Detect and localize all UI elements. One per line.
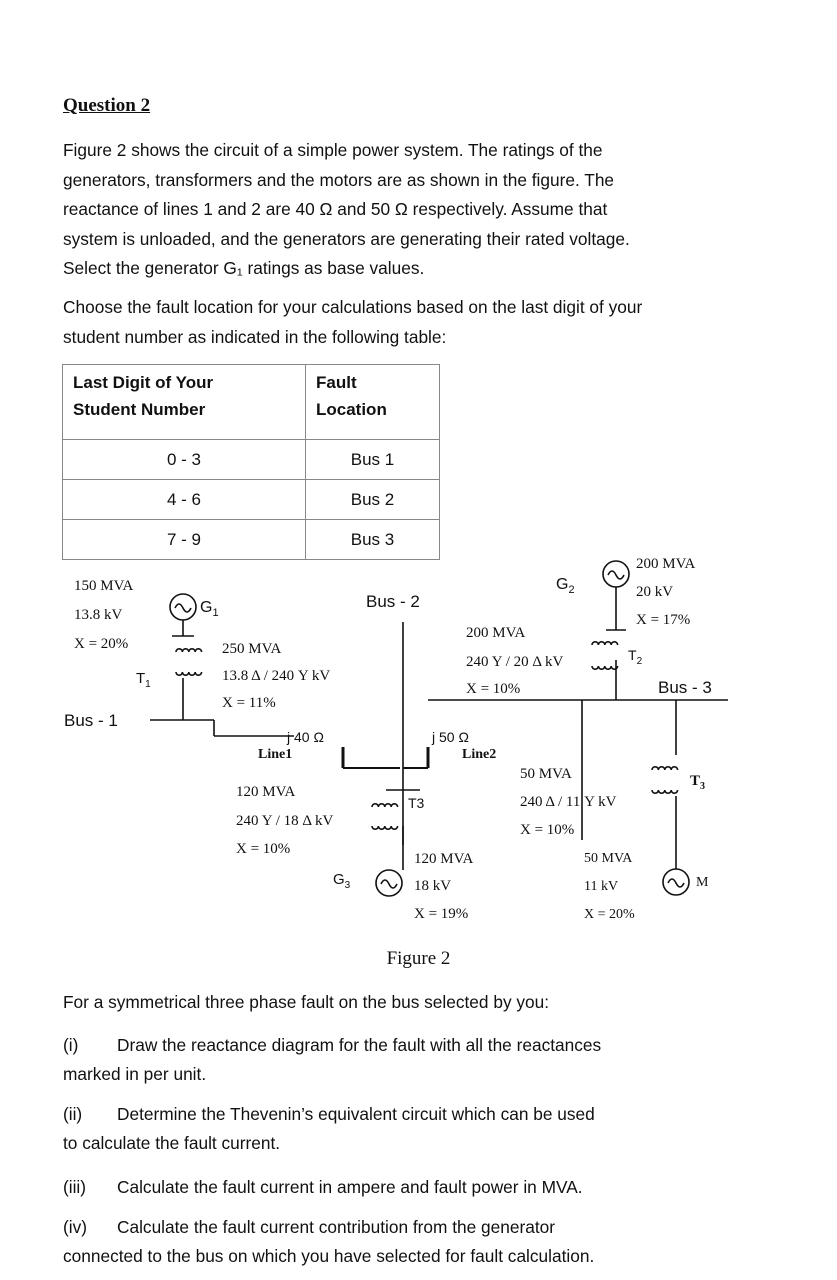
- table-header-row: [63, 365, 440, 440]
- t4-label: $T_3$: [690, 773, 706, 792]
- t4-primary-coil: [652, 767, 678, 770]
- question-number: (i): [63, 1035, 79, 1055]
- question-text: Calculate the fault current contribution from the generator: [117, 1217, 556, 1237]
- line1-name: Line1: [258, 747, 293, 762]
- choose-line: Choose the fault location for your calculations based on the last digit of your: [63, 297, 643, 317]
- fault-intro: For a symmetrical three phase fault on the bus selected by you:: [63, 992, 550, 1012]
- choose-paragraph: [63, 293, 783, 352]
- bus1-label: Bus - 1: [64, 711, 118, 730]
- g2-x: X = 17%: [636, 612, 691, 628]
- header-text: Fault: [316, 373, 357, 392]
- question-number: (ii): [63, 1104, 83, 1124]
- t3-kv: 240 Y / 18 Δ kV: [236, 813, 334, 829]
- bus2-label: Bus - 2: [366, 592, 420, 611]
- intro-line: Select the generator G₁ ratings as base values.: [63, 258, 425, 278]
- intro-line: generators, transformers and the motors are as shown in the figure. The: [63, 169, 615, 190]
- t1-x: X = 11%: [222, 695, 276, 711]
- question-item: [63, 1213, 803, 1271]
- t1-label: $T_1$: [136, 670, 151, 690]
- question-text: Draw the reactance diagram for the fault with all the reactances: [117, 1035, 602, 1055]
- t2-primary-coil: [592, 642, 618, 645]
- t1-secondary-coil: [176, 672, 202, 675]
- motor-mva: 50 MVA: [584, 851, 633, 866]
- g2-kv: 20 kV: [636, 584, 674, 600]
- intro-paragraph: [63, 136, 783, 284]
- location-cell: Bus 2: [306, 480, 440, 520]
- g2-label: $G_2$: [556, 576, 575, 596]
- t3-x: X = 10%: [236, 841, 291, 857]
- t1-kv: 13.8 Δ / 240 Y kV: [222, 668, 331, 684]
- header-text: Location: [316, 400, 387, 419]
- question-text: to calculate the fault current.: [63, 1133, 281, 1153]
- digits-cell: 0 - 3: [63, 440, 306, 480]
- sine-icon: [668, 879, 684, 887]
- question-text: Determine the Thevenin’s equivalent circuit which can be used: [117, 1104, 595, 1124]
- g1-kv: 13.8 kV: [74, 607, 123, 623]
- g3-kv: 18 kV: [414, 878, 452, 894]
- t2-x: X = 10%: [466, 681, 521, 697]
- intro-line: reactance of lines 1 and 2 are 40 Ω and 50 Ω respectively. Assume that: [63, 199, 608, 219]
- motor-x: X = 20%: [584, 907, 635, 922]
- t3-mva: 120 MVA: [236, 784, 296, 800]
- question-item: [63, 1173, 803, 1202]
- digits-cell: 7 - 9: [63, 520, 306, 560]
- question-text: Calculate the fault current in ampere and fault power in MVA.: [117, 1177, 583, 1197]
- power-system-diagram: [0, 545, 837, 945]
- question-item: [63, 1100, 803, 1158]
- t2-secondary-coil: [592, 666, 618, 669]
- g1-label: $G_1$: [200, 599, 219, 619]
- sine-icon: [175, 604, 191, 612]
- line2-impedance: j 50 Ω: [432, 729, 469, 745]
- t4-secondary-coil: [652, 790, 678, 793]
- header-fault-location: [306, 365, 440, 440]
- question-text: marked in per unit.: [63, 1064, 207, 1084]
- g3-mva: 120 MVA: [414, 851, 474, 867]
- header-text: Last Digit of Your: [73, 373, 214, 392]
- t3-label: T3: [408, 795, 425, 811]
- line1-impedance: j 40 Ω: [287, 729, 324, 745]
- t3-primary-coil: [372, 804, 398, 807]
- motor-kv: 11 kV: [584, 879, 619, 894]
- question-item: [63, 1031, 803, 1089]
- t1-primary-coil: [176, 649, 202, 652]
- g3-x: X = 19%: [414, 906, 469, 922]
- sine-icon: [608, 571, 624, 579]
- t2-kv: 240 Y / 20 Δ kV: [466, 654, 564, 670]
- header-text: Student Number: [73, 400, 206, 419]
- question-number: (iii): [63, 1177, 87, 1197]
- g1-mva: 150 MVA: [74, 578, 134, 594]
- g2-mva: 200 MVA: [636, 556, 696, 572]
- header-student-number: [63, 365, 306, 440]
- t4-x: X = 10%: [520, 822, 575, 838]
- table-row: [63, 440, 440, 480]
- line2-name: Line2: [462, 747, 497, 762]
- digits-cell: 4 - 6: [63, 480, 306, 520]
- question-number: (iv): [63, 1217, 87, 1237]
- question-title: Question 2: [63, 95, 151, 116]
- figure-caption: Figure 2: [386, 948, 451, 969]
- intro-line: Figure 2 shows the circuit of a simple power system. The ratings of the: [63, 140, 603, 160]
- motor-label: M: [696, 875, 709, 890]
- question-text: connected to the bus on which you have selected for fault calculation.: [63, 1246, 595, 1266]
- bus3-label: Bus - 3: [658, 678, 712, 697]
- t4-mva: 50 MVA: [520, 766, 572, 782]
- fault-location-table: [62, 364, 440, 560]
- location-cell: Bus 3: [306, 520, 440, 560]
- t2-label: $T_2$: [628, 647, 643, 667]
- t2-mva: 200 MVA: [466, 625, 526, 641]
- g1-x: X = 20%: [74, 636, 129, 652]
- g3-label: $G_3$: [333, 871, 351, 891]
- table-row: [63, 480, 440, 520]
- choose-line: student number as indicated in the following table:: [63, 326, 447, 347]
- t4-kv: 240 Δ / 11 Y kV: [520, 794, 617, 810]
- intro-line: system is unloaded, and the generators are generating their rated voltage.: [63, 228, 630, 249]
- t3-secondary-coil: [372, 826, 398, 829]
- location-cell: Bus 1: [306, 440, 440, 480]
- t1-mva: 250 MVA: [222, 641, 282, 657]
- sine-icon: [381, 880, 397, 888]
